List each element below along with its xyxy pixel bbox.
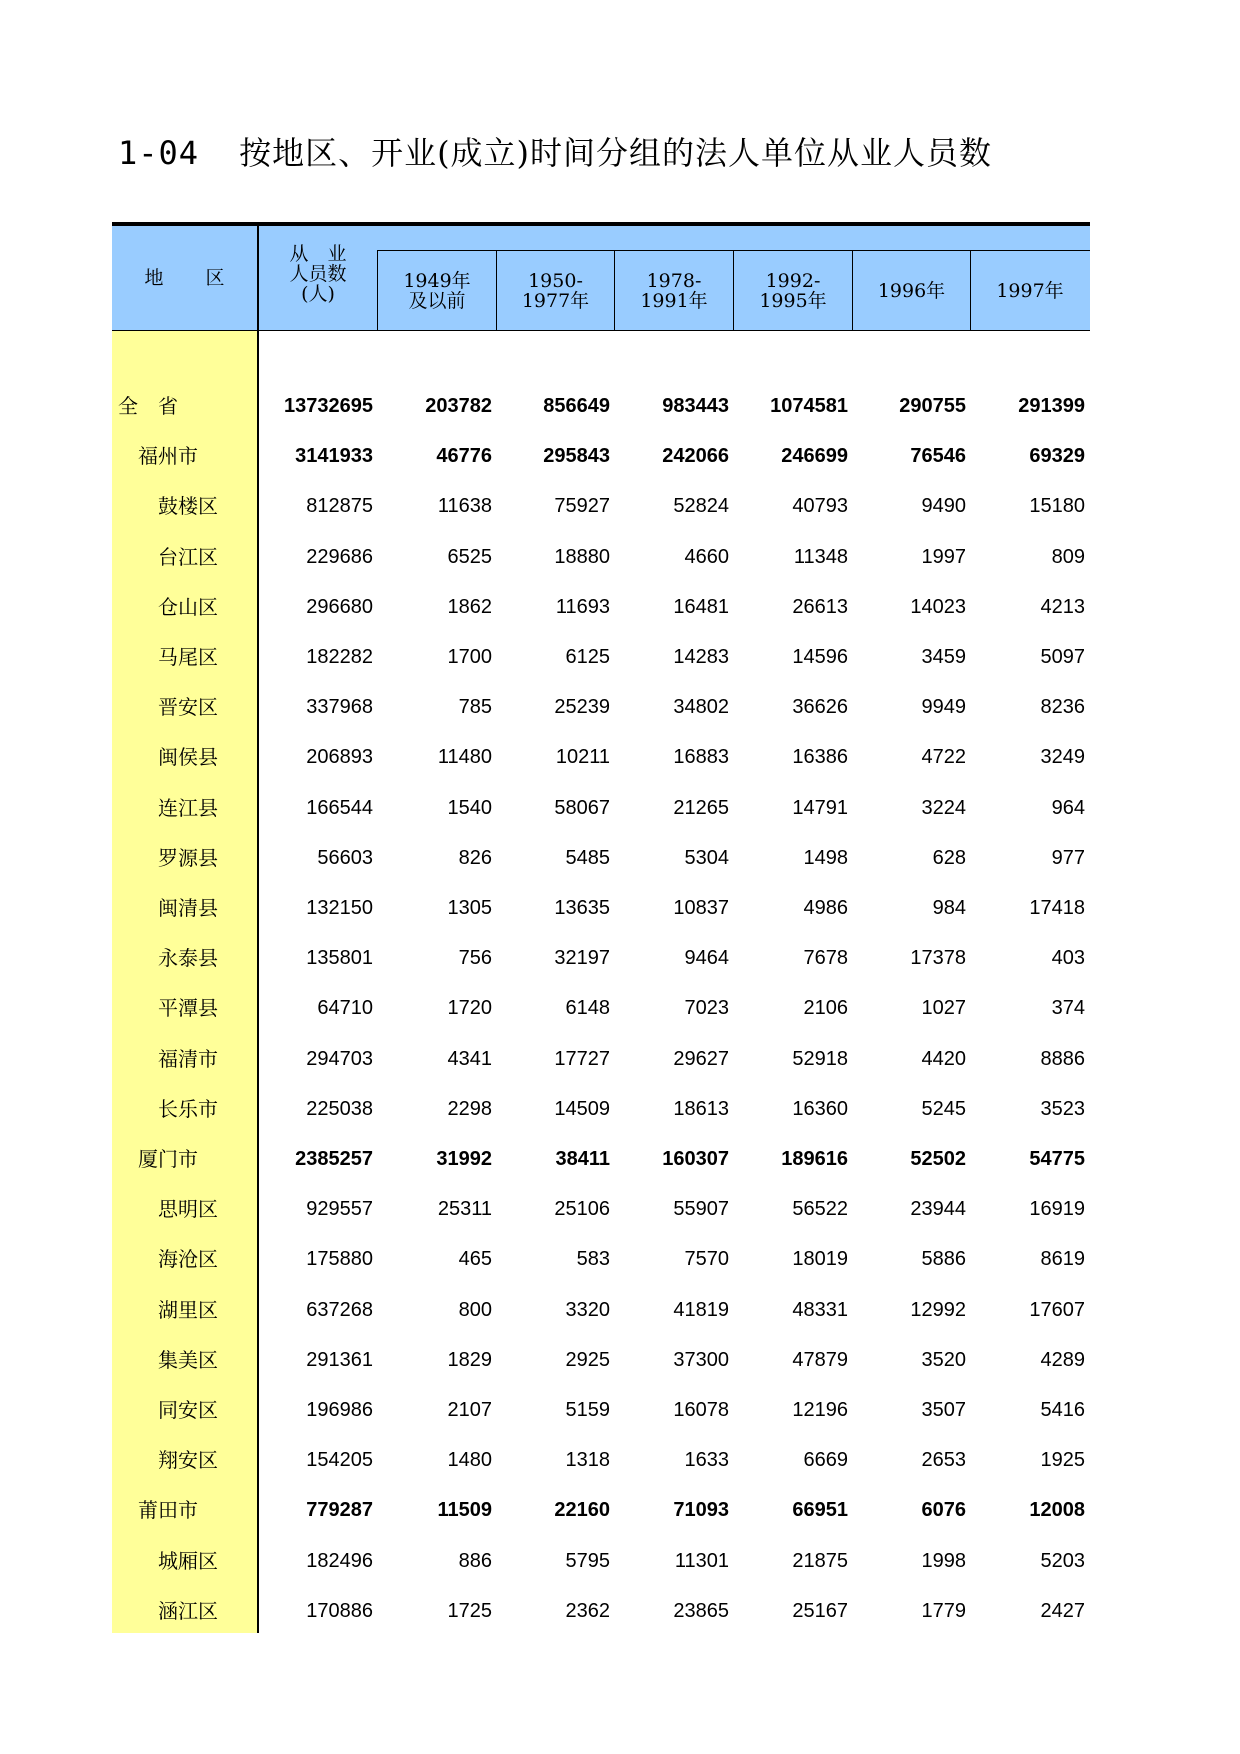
year-value: 756 xyxy=(458,947,492,970)
table-row xyxy=(112,883,1090,933)
data-table xyxy=(112,222,1090,1633)
year-value: 8236 xyxy=(1040,696,1085,719)
year-value: 55907 xyxy=(673,1198,729,1221)
year-value: 374 xyxy=(1051,997,1085,1020)
year-value: 9490 xyxy=(921,495,966,518)
table-body xyxy=(112,331,1090,1633)
total-value: 182282 xyxy=(306,646,373,668)
year-value: 26613 xyxy=(792,595,848,618)
total-value: 170886 xyxy=(306,1599,373,1622)
year-value: 189616 xyxy=(781,1148,848,1170)
header-year-4: 1996年 xyxy=(852,251,970,330)
year-value: 9949 xyxy=(921,696,966,719)
table-header xyxy=(112,222,1090,331)
year-value: 4986 xyxy=(803,897,848,919)
year-value: 1862 xyxy=(447,595,492,618)
total-value: 135801 xyxy=(306,947,373,970)
year-value: 856649 xyxy=(543,395,610,417)
year-value: 17727 xyxy=(554,1047,610,1070)
table-row xyxy=(112,1335,1090,1385)
year-value: 1633 xyxy=(684,1449,729,1472)
region-name: 福州市 xyxy=(138,444,198,469)
total-value: 294703 xyxy=(306,1047,373,1070)
year-value: 984 xyxy=(932,897,966,919)
year-value: 4722 xyxy=(921,746,966,769)
year-value: 1829 xyxy=(447,1348,492,1371)
year-value: 1779 xyxy=(921,1599,966,1622)
year-value: 4341 xyxy=(447,1047,492,1070)
year-value: 16883 xyxy=(673,746,729,769)
year-value: 628 xyxy=(932,846,966,869)
table-row xyxy=(112,582,1090,632)
year-value: 6148 xyxy=(565,997,610,1020)
year-value: 6076 xyxy=(921,1499,966,1522)
header-year-1: 1950- 1977年 xyxy=(496,251,614,330)
year-value: 160307 xyxy=(662,1148,729,1170)
year-value: 21875 xyxy=(792,1549,848,1572)
table-title: 按地区、开业(成立)时间分组的法人单位从业人员数 xyxy=(239,134,993,172)
table-row xyxy=(112,1485,1090,1535)
year-value: 76546 xyxy=(910,445,966,468)
table-row xyxy=(112,481,1090,531)
table-row xyxy=(112,783,1090,833)
year-value: 295843 xyxy=(543,445,610,468)
year-value: 886 xyxy=(458,1549,492,1572)
region-name: 涵江区 xyxy=(158,1598,218,1623)
year-value: 6125 xyxy=(565,646,610,668)
year-value: 8886 xyxy=(1040,1047,1085,1070)
table-row xyxy=(112,1536,1090,1586)
year-value: 5159 xyxy=(565,1399,610,1421)
total-value: 196986 xyxy=(306,1399,373,1421)
total-value: 812875 xyxy=(306,495,373,518)
year-value: 14023 xyxy=(910,595,966,618)
year-value: 25106 xyxy=(554,1198,610,1221)
year-value: 14283 xyxy=(673,646,729,668)
year-value: 52918 xyxy=(792,1047,848,1070)
year-value: 52824 xyxy=(673,495,729,518)
year-value: 25167 xyxy=(792,1599,848,1622)
year-value: 3459 xyxy=(921,646,966,668)
total-value: 64710 xyxy=(317,997,373,1020)
year-value: 22160 xyxy=(554,1499,610,1522)
header-year-3: 1992- 1995年 xyxy=(733,251,852,330)
year-value: 4660 xyxy=(684,545,729,568)
region-name: 海沧区 xyxy=(158,1247,218,1272)
year-value: 785 xyxy=(458,696,492,719)
region-name: 翔安区 xyxy=(158,1448,218,1473)
year-value: 15180 xyxy=(1029,495,1085,518)
year-value: 1998 xyxy=(921,1549,966,1572)
total-value: 206893 xyxy=(306,746,373,769)
year-value: 56522 xyxy=(792,1198,848,1221)
region-name: 福清市 xyxy=(158,1046,218,1071)
year-value: 16386 xyxy=(792,746,848,769)
year-value: 12008 xyxy=(1029,1499,1085,1522)
table-row xyxy=(112,1586,1090,1636)
year-value: 2653 xyxy=(921,1449,966,1472)
year-value: 1725 xyxy=(447,1599,492,1622)
table-row xyxy=(112,833,1090,883)
year-value: 10211 xyxy=(555,746,610,769)
region-name: 闽清县 xyxy=(158,896,218,920)
year-value: 203782 xyxy=(425,395,492,417)
header-year-0: 1949年 及以前 xyxy=(377,251,496,330)
year-value: 58067 xyxy=(554,796,610,819)
total-value: 337968 xyxy=(306,696,373,719)
year-value: 34802 xyxy=(673,696,729,719)
year-value: 46776 xyxy=(436,445,492,468)
year-value: 10837 xyxy=(673,897,729,919)
year-value: 18019 xyxy=(792,1248,848,1271)
year-value: 983443 xyxy=(662,395,729,417)
region-name: 湖里区 xyxy=(158,1297,218,1322)
year-value: 1498 xyxy=(803,846,848,869)
year-value: 23944 xyxy=(910,1198,966,1221)
year-value: 36626 xyxy=(792,696,848,719)
table-number: 1-04 xyxy=(118,134,200,172)
header-year-5: 1997年 xyxy=(970,251,1089,330)
year-value: 5203 xyxy=(1040,1549,1085,1572)
total-value: 225038 xyxy=(306,1097,373,1120)
year-value: 48331 xyxy=(792,1298,848,1321)
year-value: 242066 xyxy=(662,445,729,468)
year-value: 71093 xyxy=(673,1499,729,1522)
year-value: 23865 xyxy=(673,1599,729,1622)
year-value: 2925 xyxy=(565,1348,610,1371)
year-value: 3320 xyxy=(565,1298,610,1321)
total-value: 56603 xyxy=(317,846,373,869)
region-name: 厦门市 xyxy=(138,1147,198,1171)
year-value: 75927 xyxy=(554,495,610,518)
year-value: 47879 xyxy=(792,1348,848,1371)
total-value: 182496 xyxy=(306,1549,373,1572)
table-row xyxy=(112,1184,1090,1234)
region-name: 马尾区 xyxy=(158,645,218,669)
table-row xyxy=(112,1385,1090,1435)
year-value: 11480 xyxy=(437,746,492,769)
table-row xyxy=(112,933,1090,983)
year-value: 7023 xyxy=(684,997,729,1020)
year-value: 6525 xyxy=(447,545,492,568)
region-name: 集美区 xyxy=(158,1347,218,1372)
year-value: 18613 xyxy=(673,1097,729,1120)
year-value: 66951 xyxy=(792,1499,848,1522)
total-value: 13732695 xyxy=(284,395,373,417)
region-name: 仓山区 xyxy=(158,594,218,619)
year-value: 11348 xyxy=(793,545,848,568)
year-value: 38411 xyxy=(555,1148,610,1170)
year-value: 14791 xyxy=(792,796,848,819)
year-value: 1700 xyxy=(447,646,492,668)
year-value: 17418 xyxy=(1029,897,1085,919)
year-value: 25239 xyxy=(554,696,610,719)
total-value: 154205 xyxy=(306,1449,373,1472)
year-value: 403 xyxy=(1051,947,1085,970)
region-name: 城厢区 xyxy=(158,1548,218,1573)
year-value: 809 xyxy=(1051,545,1085,568)
year-value: 5097 xyxy=(1040,646,1085,668)
year-value: 290755 xyxy=(899,395,966,417)
year-value: 37300 xyxy=(673,1348,729,1371)
table-row xyxy=(112,532,1090,582)
year-value: 25311 xyxy=(437,1198,492,1221)
total-value: 175880 xyxy=(306,1248,373,1271)
table-row xyxy=(112,431,1090,481)
year-value: 826 xyxy=(458,846,492,869)
year-value: 11693 xyxy=(555,595,610,618)
table-row xyxy=(112,1134,1090,1184)
year-value: 583 xyxy=(576,1248,610,1271)
year-value: 1074581 xyxy=(770,395,848,417)
year-value: 5795 xyxy=(565,1549,610,1572)
table-row xyxy=(112,682,1090,732)
table-row xyxy=(112,381,1090,431)
region-name: 全 省 xyxy=(118,394,178,418)
table-row xyxy=(112,732,1090,782)
year-value: 17378 xyxy=(910,947,966,970)
region-name: 思明区 xyxy=(158,1197,218,1222)
year-value: 5245 xyxy=(921,1097,966,1120)
year-value: 977 xyxy=(1051,846,1085,869)
total-value: 296680 xyxy=(306,595,373,618)
region-name: 长乐市 xyxy=(158,1096,218,1121)
year-value: 2298 xyxy=(447,1097,492,1120)
year-value: 16078 xyxy=(673,1399,729,1421)
total-value: 637268 xyxy=(306,1298,373,1321)
year-value: 17607 xyxy=(1029,1298,1085,1321)
year-value: 1997 xyxy=(921,545,966,568)
region-name: 台江区 xyxy=(158,544,218,569)
year-value: 41819 xyxy=(673,1298,729,1321)
total-value: 779287 xyxy=(306,1499,373,1522)
year-value: 3224 xyxy=(921,796,966,819)
year-value: 2427 xyxy=(1040,1599,1085,1622)
year-value: 14596 xyxy=(792,646,848,668)
table-row xyxy=(112,983,1090,1033)
total-value: 3141933 xyxy=(295,445,373,468)
year-value: 1720 xyxy=(447,997,492,1020)
year-value: 291399 xyxy=(1018,395,1085,417)
total-value: 2385257 xyxy=(295,1148,373,1170)
page-title xyxy=(118,128,992,174)
year-value: 31992 xyxy=(436,1148,492,1170)
region-name: 平潭县 xyxy=(158,996,218,1021)
table-row xyxy=(112,1285,1090,1335)
year-value: 246699 xyxy=(781,445,848,468)
year-value: 465 xyxy=(458,1248,492,1271)
year-value: 1925 xyxy=(1040,1449,1085,1472)
year-value: 32197 xyxy=(554,947,610,970)
region-name: 连江县 xyxy=(158,795,218,820)
table-row xyxy=(112,1435,1090,1485)
table-row xyxy=(112,1034,1090,1084)
year-value: 964 xyxy=(1051,796,1085,819)
year-value: 40793 xyxy=(792,495,848,518)
year-value: 4213 xyxy=(1040,595,1085,618)
header-region: 地 区 xyxy=(144,267,243,289)
year-value: 1305 xyxy=(447,897,492,919)
year-value: 5304 xyxy=(684,846,729,869)
year-value: 3520 xyxy=(921,1348,966,1371)
year-value: 5416 xyxy=(1040,1399,1085,1421)
year-value: 16919 xyxy=(1029,1198,1085,1221)
year-value: 4420 xyxy=(921,1047,966,1070)
region-name: 罗源县 xyxy=(158,845,218,870)
year-value: 21265 xyxy=(673,796,729,819)
total-value: 166544 xyxy=(306,796,373,819)
year-value: 1318 xyxy=(565,1449,610,1472)
year-value: 6669 xyxy=(803,1449,848,1472)
year-value: 11509 xyxy=(437,1499,492,1522)
year-value: 3523 xyxy=(1040,1097,1085,1120)
year-value: 54775 xyxy=(1029,1148,1085,1170)
year-value: 1027 xyxy=(921,997,966,1020)
year-value: 16481 xyxy=(673,595,729,618)
year-value: 9464 xyxy=(684,947,729,970)
year-value: 7678 xyxy=(803,947,848,970)
year-value: 2362 xyxy=(565,1599,610,1622)
year-value: 29627 xyxy=(673,1047,729,1070)
year-value: 52502 xyxy=(910,1148,966,1170)
table-row xyxy=(112,632,1090,682)
table-row xyxy=(112,1234,1090,1284)
year-value: 2107 xyxy=(447,1399,492,1421)
year-value: 3249 xyxy=(1040,746,1085,769)
total-value: 291361 xyxy=(306,1348,373,1371)
year-value: 12992 xyxy=(910,1298,966,1321)
year-value: 11301 xyxy=(674,1549,729,1572)
year-value: 800 xyxy=(458,1298,492,1321)
year-value: 1480 xyxy=(447,1449,492,1472)
year-value: 14509 xyxy=(554,1097,610,1120)
year-value: 1540 xyxy=(447,796,492,819)
region-name: 闽侯县 xyxy=(158,745,218,770)
year-value: 3507 xyxy=(921,1399,966,1421)
year-value: 11638 xyxy=(437,495,492,518)
region-name: 同安区 xyxy=(158,1398,218,1422)
region-name: 鼓楼区 xyxy=(158,494,218,519)
year-value: 18880 xyxy=(554,545,610,568)
region-name: 晋安区 xyxy=(158,695,218,720)
year-value: 8619 xyxy=(1040,1248,1085,1271)
total-value: 929557 xyxy=(306,1198,373,1221)
total-value: 229686 xyxy=(306,545,373,568)
region-name: 莆田市 xyxy=(138,1498,198,1523)
year-value: 5886 xyxy=(921,1248,966,1271)
year-value: 69329 xyxy=(1029,445,1085,468)
year-value: 4289 xyxy=(1040,1348,1085,1371)
table-row xyxy=(112,1084,1090,1134)
year-value: 13635 xyxy=(554,897,610,919)
year-value: 5485 xyxy=(565,846,610,869)
header-total: 从 业 人员数 (人) xyxy=(257,226,377,330)
year-value: 12196 xyxy=(792,1399,848,1421)
year-value: 2106 xyxy=(803,997,848,1020)
region-name: 永泰县 xyxy=(158,946,218,971)
header-year-2: 1978- 1991年 xyxy=(614,251,733,330)
year-value: 16360 xyxy=(792,1097,848,1120)
total-value: 132150 xyxy=(306,897,373,919)
year-value: 7570 xyxy=(684,1248,729,1271)
